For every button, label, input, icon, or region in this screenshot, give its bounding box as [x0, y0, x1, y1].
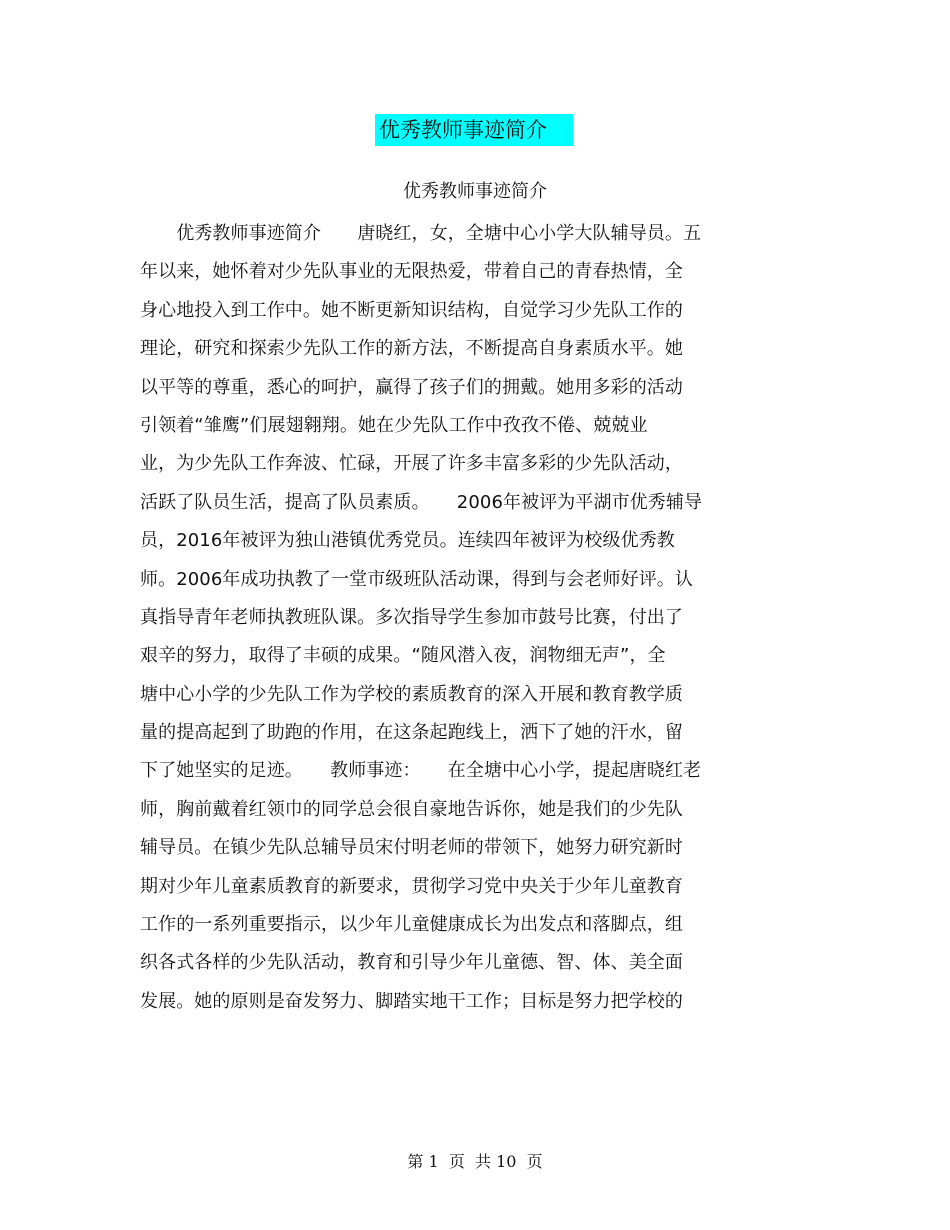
body-line: 优秀教师事迹简介 唐晓红，女，全塘中心小学大队辅导员。五 — [140, 223, 702, 244]
document-title: 优秀教师事迹简介 — [375, 114, 573, 146]
body-line: 下了她坚实的足迹。 教师事迹： 在全塘中心小学，提起唐晓红老 — [140, 760, 702, 782]
body-line: 真指导青年老师执教班队课。多次指导学生参加市鼓号比赛，付出了 — [140, 606, 683, 628]
body-text — [140, 219, 790, 1025]
body-line: 塘中心小学的少先队工作为学校的素质教育的深入开展和教育教学质 — [140, 683, 683, 705]
body-line: 师。2006年成功执教了一堂市级班队活动课，得到与会老师好评。认 — [140, 568, 694, 590]
body-line: 量的提高起到了助跑的作用，在这条起跑线上，洒下了她的汗水，留 — [140, 722, 683, 744]
body-line: 业，为少先队工作奔波、忙碌，开展了许多丰富多彩的少先队活动， — [140, 453, 683, 475]
body-line: 艰辛的努力，取得了丰硕的成果。“随风潜入夜，润物细无声”，全 — [140, 645, 666, 667]
body-line: 织各式各样的少先队活动，教育和引导少年儿童德、智、体、美全面 — [140, 952, 683, 974]
page-footer: 第 1 页 共 10 页 — [407, 1152, 543, 1171]
body-line: 辅导员。在镇少先队总辅导员宋付明老师的带领下，她努力研究新时 — [140, 837, 683, 859]
body-line: 理论，研究和探索少先队工作的新方法，不断提高自身素质水平。她 — [140, 338, 683, 360]
body-line: 发展。她的原则是奋发努力、脚踏实地干工作；目标是努力把学校的 — [140, 990, 683, 1012]
body-line: 员，2016年被评为独山港镇优秀党员。连续四年被评为校级优秀教 — [140, 530, 675, 552]
body-line: 以平等的尊重，悉心的呵护，赢得了孩子们的拥戴。她用多彩的活动 — [140, 376, 683, 398]
body-line: 活跃了队员生活，提高了队员素质。 2006年被评为平湖市优秀辅导 — [140, 491, 703, 513]
body-line: 身心地投入到工作中。她不断更新知识结构，自觉学习少先队工作的 — [140, 299, 683, 321]
body-line: 工作的一系列重要指示，以少年儿童健康成长为出发点和落脚点，组 — [140, 914, 683, 936]
body-line: 期对少年儿童素质教育的新要求，贯彻学习党中央关于少年儿童教育 — [140, 875, 683, 897]
document-subtitle: 优秀教师事迹简介 — [403, 181, 547, 202]
body-line: 年以来，她怀着对少先队事业的无限热爱，带着自己的青春热情，全 — [140, 261, 683, 283]
body-line: 引领着“雏鹰”们展翅翱翔。她在少先队工作中孜孜不倦、兢兢业 — [140, 414, 648, 436]
body-line: 师，胸前戴着红领巾的同学总会很自豪地告诉你，她是我们的少先队 — [140, 798, 683, 820]
